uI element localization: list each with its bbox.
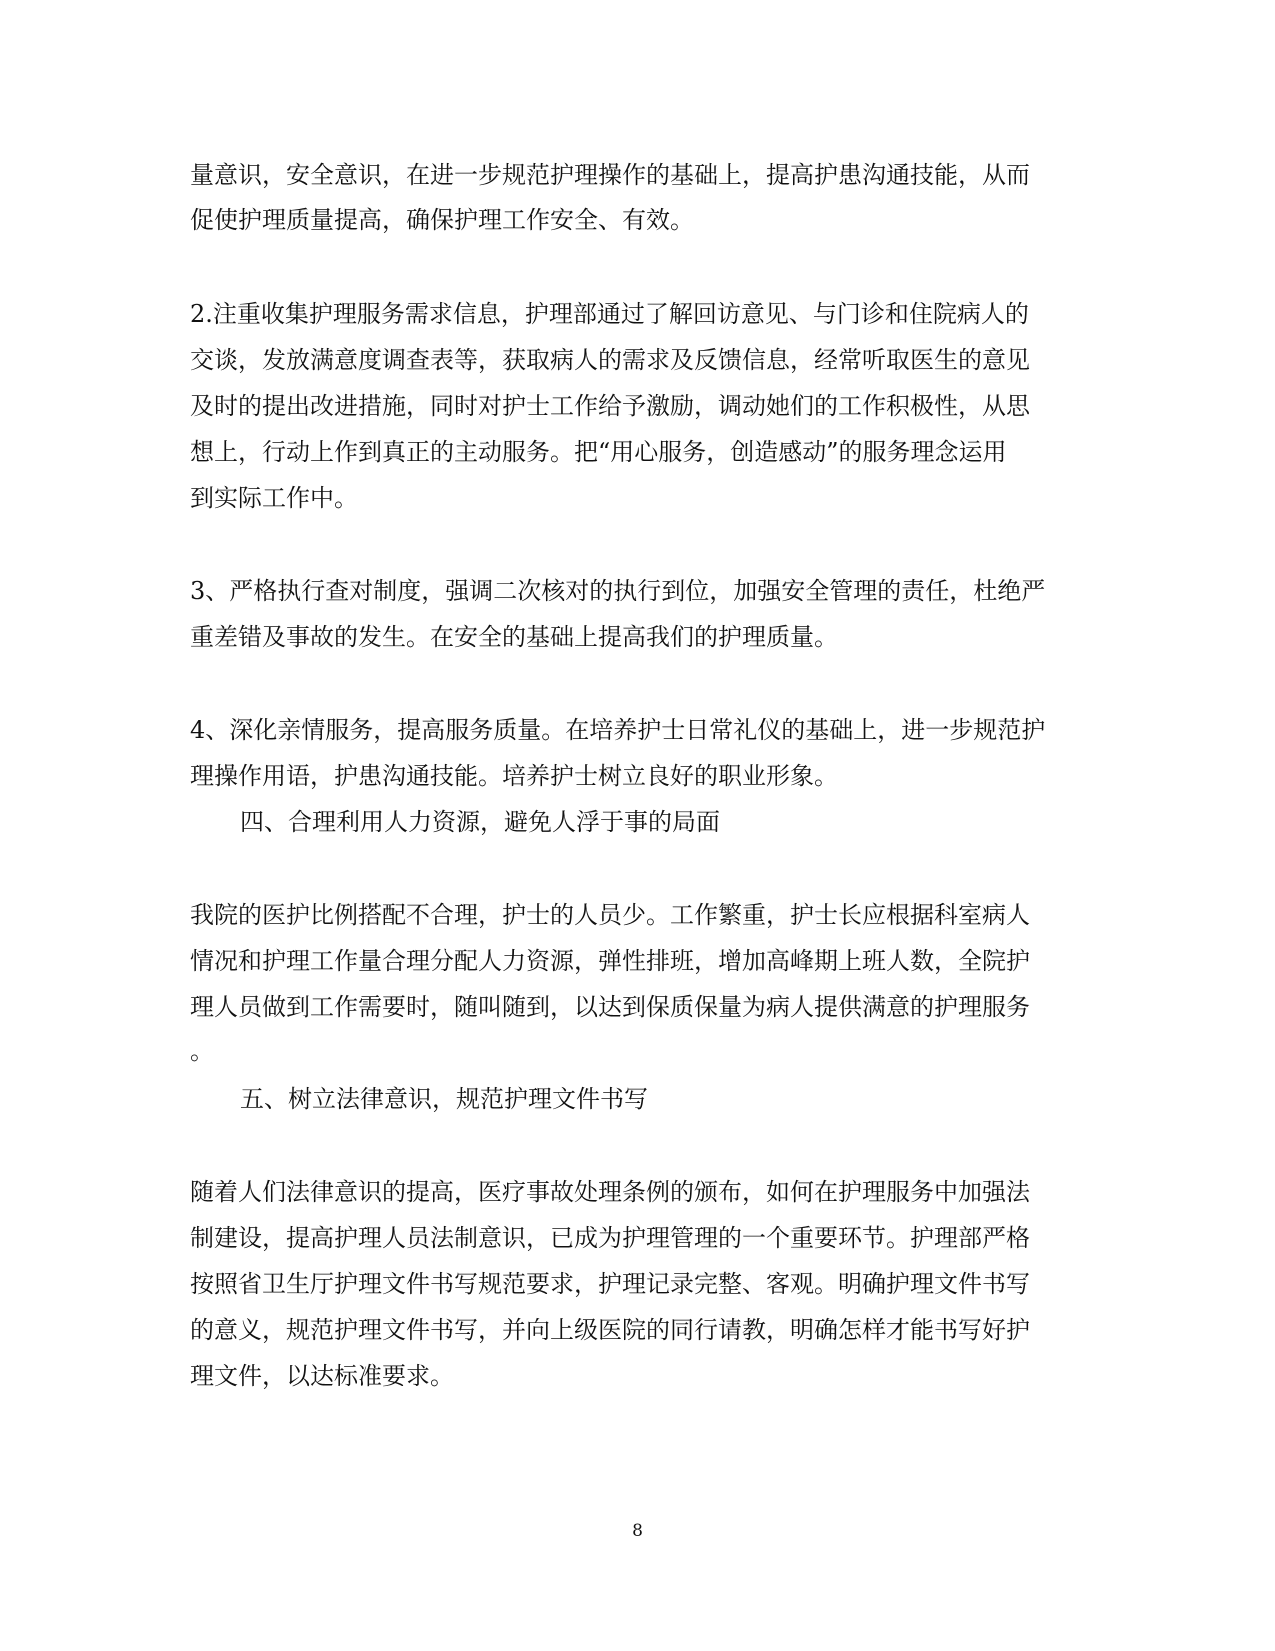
paragraph-5-line-0: 我院的医护比例搭配不合理，护士的人员少。工作繁重，护士长应根据科室病人 [190, 901, 1030, 929]
page-number: 8 [632, 1521, 643, 1541]
section-heading-five: 五、树立法律意识，规范护理文件书写 [240, 1085, 648, 1113]
paragraph-5-line-1: 情况和护理工作量合理分配人力资源，弹性排班，增加高峰期上班人数，全院护 [190, 947, 1030, 975]
paragraph-3-line-1: 理操作用语，护患沟通技能。培养护士树立良好的职业形象。 [190, 762, 838, 790]
paragraph-5-line-3: 。 [190, 1037, 214, 1065]
paragraph-1-line-3: 想上，行动上作到真正的主动服务。把“用心服务，创造感动”的服务理念运用 [190, 438, 1007, 466]
paragraph-7-line-1: 制建设，提高护理人员法制意识，已成为护理管理的一个重要环节。护理部严格 [190, 1224, 1030, 1252]
paragraph-1-line-1: 交谈，发放满意度调查表等，获取病人的需求及反馈信息，经常听取医生的意见 [190, 346, 1030, 374]
paragraph-7-line-0: 随着人们法律意识的提高，医疗事故处理条例的颁布，如何在护理服务中加强法 [190, 1178, 1030, 1206]
paragraph-0-line-1: 促使护理质量提高，确保护理工作安全、有效。 [190, 206, 694, 234]
paragraph-3-line-0: 4、深化亲情服务，提高服务质量。在培养护士日常礼仪的基础上，进一步规范护 [190, 716, 1046, 744]
paragraph-0-line-0: 量意识，安全意识，在进一步规范护理操作的基础上，提高护患沟通技能，从而 [190, 161, 1030, 189]
paragraph-1-line-4: 到实际工作中。 [190, 484, 358, 512]
paragraph-1-line-0: 2.注重收集护理服务需求信息，护理部通过了解回访意见、与门诊和住院病人的 [190, 300, 1029, 328]
paragraph-2-line-1: 重差错及事故的发生。在安全的基础上提高我们的护理质量。 [190, 623, 838, 651]
paragraph-7-line-3: 的意义，规范护理文件书写，并向上级医院的同行请教，明确怎样才能书写好护 [190, 1316, 1030, 1344]
paragraph-5-line-2: 理人员做到工作需要时，随叫随到，以达到保质保量为病人提供满意的护理服务 [190, 993, 1030, 1021]
paragraph-7-line-4: 理文件，以达标准要求。 [190, 1362, 454, 1390]
paragraph-2-line-0: 3、严格执行查对制度，强调二次核对的执行到位，加强安全管理的责任，杜绝严 [190, 577, 1046, 605]
paragraph-1-line-2: 及时的提出改进措施，同时对护士工作给予激励，调动她们的工作积极性，从思 [190, 392, 1030, 420]
section-heading-four: 四、合理利用人力资源，避免人浮于事的局面 [240, 808, 720, 836]
paragraph-7-line-2: 按照省卫生厅护理文件书写规范要求，护理记录完整、客观。明确护理文件书写 [190, 1270, 1030, 1298]
